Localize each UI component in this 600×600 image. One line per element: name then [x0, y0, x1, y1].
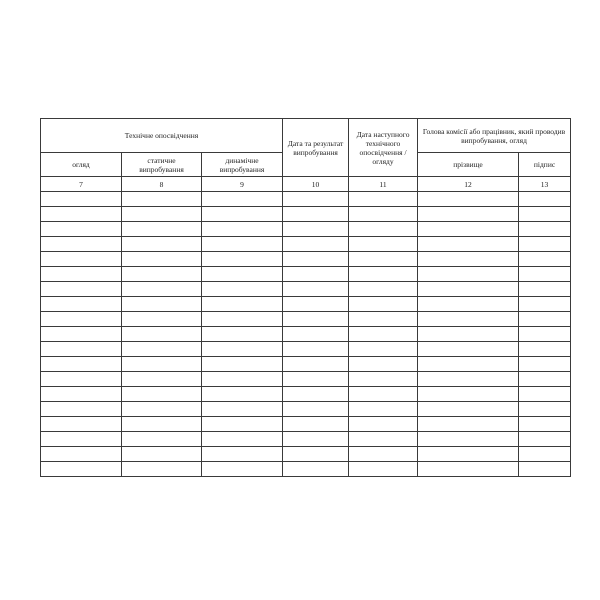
table-cell: [519, 462, 571, 477]
table-cell: [418, 327, 519, 342]
table-cell: [41, 447, 122, 462]
table-cell: [122, 417, 202, 432]
table-row: [41, 297, 571, 312]
table-cell: [349, 462, 418, 477]
table-cell: [41, 402, 122, 417]
table-cell: [418, 282, 519, 297]
table-cell: [122, 432, 202, 447]
table-cell: [41, 432, 122, 447]
table-cell: [418, 252, 519, 267]
table-cell: [283, 342, 349, 357]
table-cell: [349, 222, 418, 237]
table-cell: [41, 237, 122, 252]
table-cell: [122, 402, 202, 417]
table-cell: [283, 387, 349, 402]
table-cell: [202, 282, 283, 297]
table-cell: [349, 357, 418, 372]
table-cell: [122, 282, 202, 297]
header-static-test: статичне випробування: [122, 153, 202, 177]
table-cell: [122, 192, 202, 207]
table-cell: [122, 327, 202, 342]
table-cell: [519, 192, 571, 207]
column-number: 9: [202, 177, 283, 192]
header-commission: Голова комісії або працівник, який проводив випробування, огляд: [418, 119, 571, 153]
table-row: [41, 327, 571, 342]
table-cell: [349, 252, 418, 267]
table-cell: [519, 207, 571, 222]
table-cell: [349, 372, 418, 387]
table-cell: [418, 372, 519, 387]
table-cell: [519, 342, 571, 357]
table-cell: [202, 192, 283, 207]
header-next-date: Дата наступного технічного опосвідчення / огляду: [349, 119, 418, 177]
column-number-row: [41, 177, 571, 192]
table-cell: [283, 222, 349, 237]
table-cell: [349, 327, 418, 342]
table-cell: [349, 207, 418, 222]
table-cell: [418, 417, 519, 432]
header-dynamic-test: динамічне випробування: [202, 153, 283, 177]
table-cell: [519, 447, 571, 462]
table-cell: [283, 402, 349, 417]
table-cell: [122, 207, 202, 222]
table-row: [41, 207, 571, 222]
table-cell: [122, 462, 202, 477]
table-cell: [349, 447, 418, 462]
inspection-log-table: [40, 118, 571, 477]
table-cell: [349, 237, 418, 252]
table-cell: [41, 462, 122, 477]
column-number: 12: [418, 177, 519, 192]
table-cell: [202, 312, 283, 327]
table-cell: [418, 387, 519, 402]
table-cell: [41, 312, 122, 327]
header-row-top: [41, 119, 571, 153]
table-cell: [418, 222, 519, 237]
table-cell: [283, 312, 349, 327]
table-cell: [519, 237, 571, 252]
table-cell: [202, 327, 283, 342]
table-row: [41, 372, 571, 387]
table-row: [41, 222, 571, 237]
table-cell: [122, 372, 202, 387]
table-cell: [202, 432, 283, 447]
header-tech-inspection: Технічне опосвідчення: [41, 119, 283, 153]
table-cell: [283, 207, 349, 222]
column-number: 11: [349, 177, 418, 192]
table-cell: [283, 252, 349, 267]
table-cell: [202, 357, 283, 372]
table-row: [41, 432, 571, 447]
table-cell: [418, 207, 519, 222]
table-cell: [202, 417, 283, 432]
table-row: [41, 447, 571, 462]
table-cell: [202, 462, 283, 477]
header-inspection: огляд: [41, 153, 122, 177]
table-cell: [202, 297, 283, 312]
table-cell: [283, 447, 349, 462]
table-cell: [202, 447, 283, 462]
table-cell: [283, 327, 349, 342]
table-cell: [41, 357, 122, 372]
table-cell: [202, 207, 283, 222]
table-cell: [283, 417, 349, 432]
table-cell: [202, 267, 283, 282]
table-cell: [41, 372, 122, 387]
table-cell: [122, 447, 202, 462]
table-row: [41, 402, 571, 417]
table-cell: [349, 267, 418, 282]
table-cell: [202, 222, 283, 237]
table-cell: [519, 267, 571, 282]
table-cell: [283, 237, 349, 252]
table-row: [41, 462, 571, 477]
table-cell: [41, 192, 122, 207]
table-cell: [283, 192, 349, 207]
table-cell: [519, 372, 571, 387]
table-cell: [41, 327, 122, 342]
table-cell: [519, 297, 571, 312]
table-cell: [349, 417, 418, 432]
table-row: [41, 357, 571, 372]
column-number: 13: [519, 177, 571, 192]
table-cell: [122, 387, 202, 402]
table-cell: [519, 282, 571, 297]
table-cell: [202, 402, 283, 417]
table-cell: [349, 342, 418, 357]
table-cell: [349, 312, 418, 327]
table-cell: [41, 207, 122, 222]
table-cell: [41, 417, 122, 432]
table-cell: [519, 357, 571, 372]
header-date-result: Дата та результат випробування: [283, 119, 349, 177]
table-cell: [519, 222, 571, 237]
header-signature: підпис: [519, 153, 571, 177]
table-cell: [418, 357, 519, 372]
table-cell: [519, 417, 571, 432]
table-cell: [349, 282, 418, 297]
table-cell: [283, 282, 349, 297]
column-number: 8: [122, 177, 202, 192]
table-row: [41, 312, 571, 327]
table-cell: [283, 267, 349, 282]
table-cell: [418, 312, 519, 327]
table-row: [41, 387, 571, 402]
table-row: [41, 417, 571, 432]
table-cell: [122, 342, 202, 357]
table-cell: [519, 312, 571, 327]
table-cell: [283, 372, 349, 387]
table-cell: [41, 267, 122, 282]
table-cell: [41, 282, 122, 297]
table-row: [41, 192, 571, 207]
table-cell: [519, 432, 571, 447]
table-cell: [283, 432, 349, 447]
table-cell: [202, 342, 283, 357]
table-cell: [418, 342, 519, 357]
table-cell: [519, 252, 571, 267]
table-cell: [418, 237, 519, 252]
table-cell: [41, 342, 122, 357]
table-cell: [418, 432, 519, 447]
column-number: 7: [41, 177, 122, 192]
table-cell: [349, 432, 418, 447]
table-cell: [519, 387, 571, 402]
table-cell: [41, 387, 122, 402]
table-cell: [202, 372, 283, 387]
table-cell: [418, 402, 519, 417]
table-cell: [41, 297, 122, 312]
table-cell: [519, 327, 571, 342]
table-row: [41, 282, 571, 297]
table-cell: [349, 297, 418, 312]
table-cell: [122, 267, 202, 282]
table-cell: [349, 387, 418, 402]
table-cell: [418, 192, 519, 207]
table-cell: [283, 462, 349, 477]
table-cell: [122, 357, 202, 372]
table-cell: [418, 462, 519, 477]
table-row: [41, 342, 571, 357]
table-cell: [122, 252, 202, 267]
table-cell: [418, 297, 519, 312]
table-cell: [41, 222, 122, 237]
table-cell: [283, 297, 349, 312]
table-cell: [202, 387, 283, 402]
table-cell: [349, 402, 418, 417]
table-row: [41, 237, 571, 252]
table-cell: [202, 252, 283, 267]
table-cell: [41, 252, 122, 267]
header-surname: прізвище: [418, 153, 519, 177]
table-cell: [283, 357, 349, 372]
table-cell: [202, 237, 283, 252]
table-cell: [418, 447, 519, 462]
table-row: [41, 267, 571, 282]
table-cell: [519, 402, 571, 417]
table-row: [41, 252, 571, 267]
column-number: 10: [283, 177, 349, 192]
table-cell: [122, 237, 202, 252]
table-cell: [418, 267, 519, 282]
table-cell: [122, 312, 202, 327]
table-cell: [349, 192, 418, 207]
table-cell: [122, 222, 202, 237]
table-cell: [122, 297, 202, 312]
